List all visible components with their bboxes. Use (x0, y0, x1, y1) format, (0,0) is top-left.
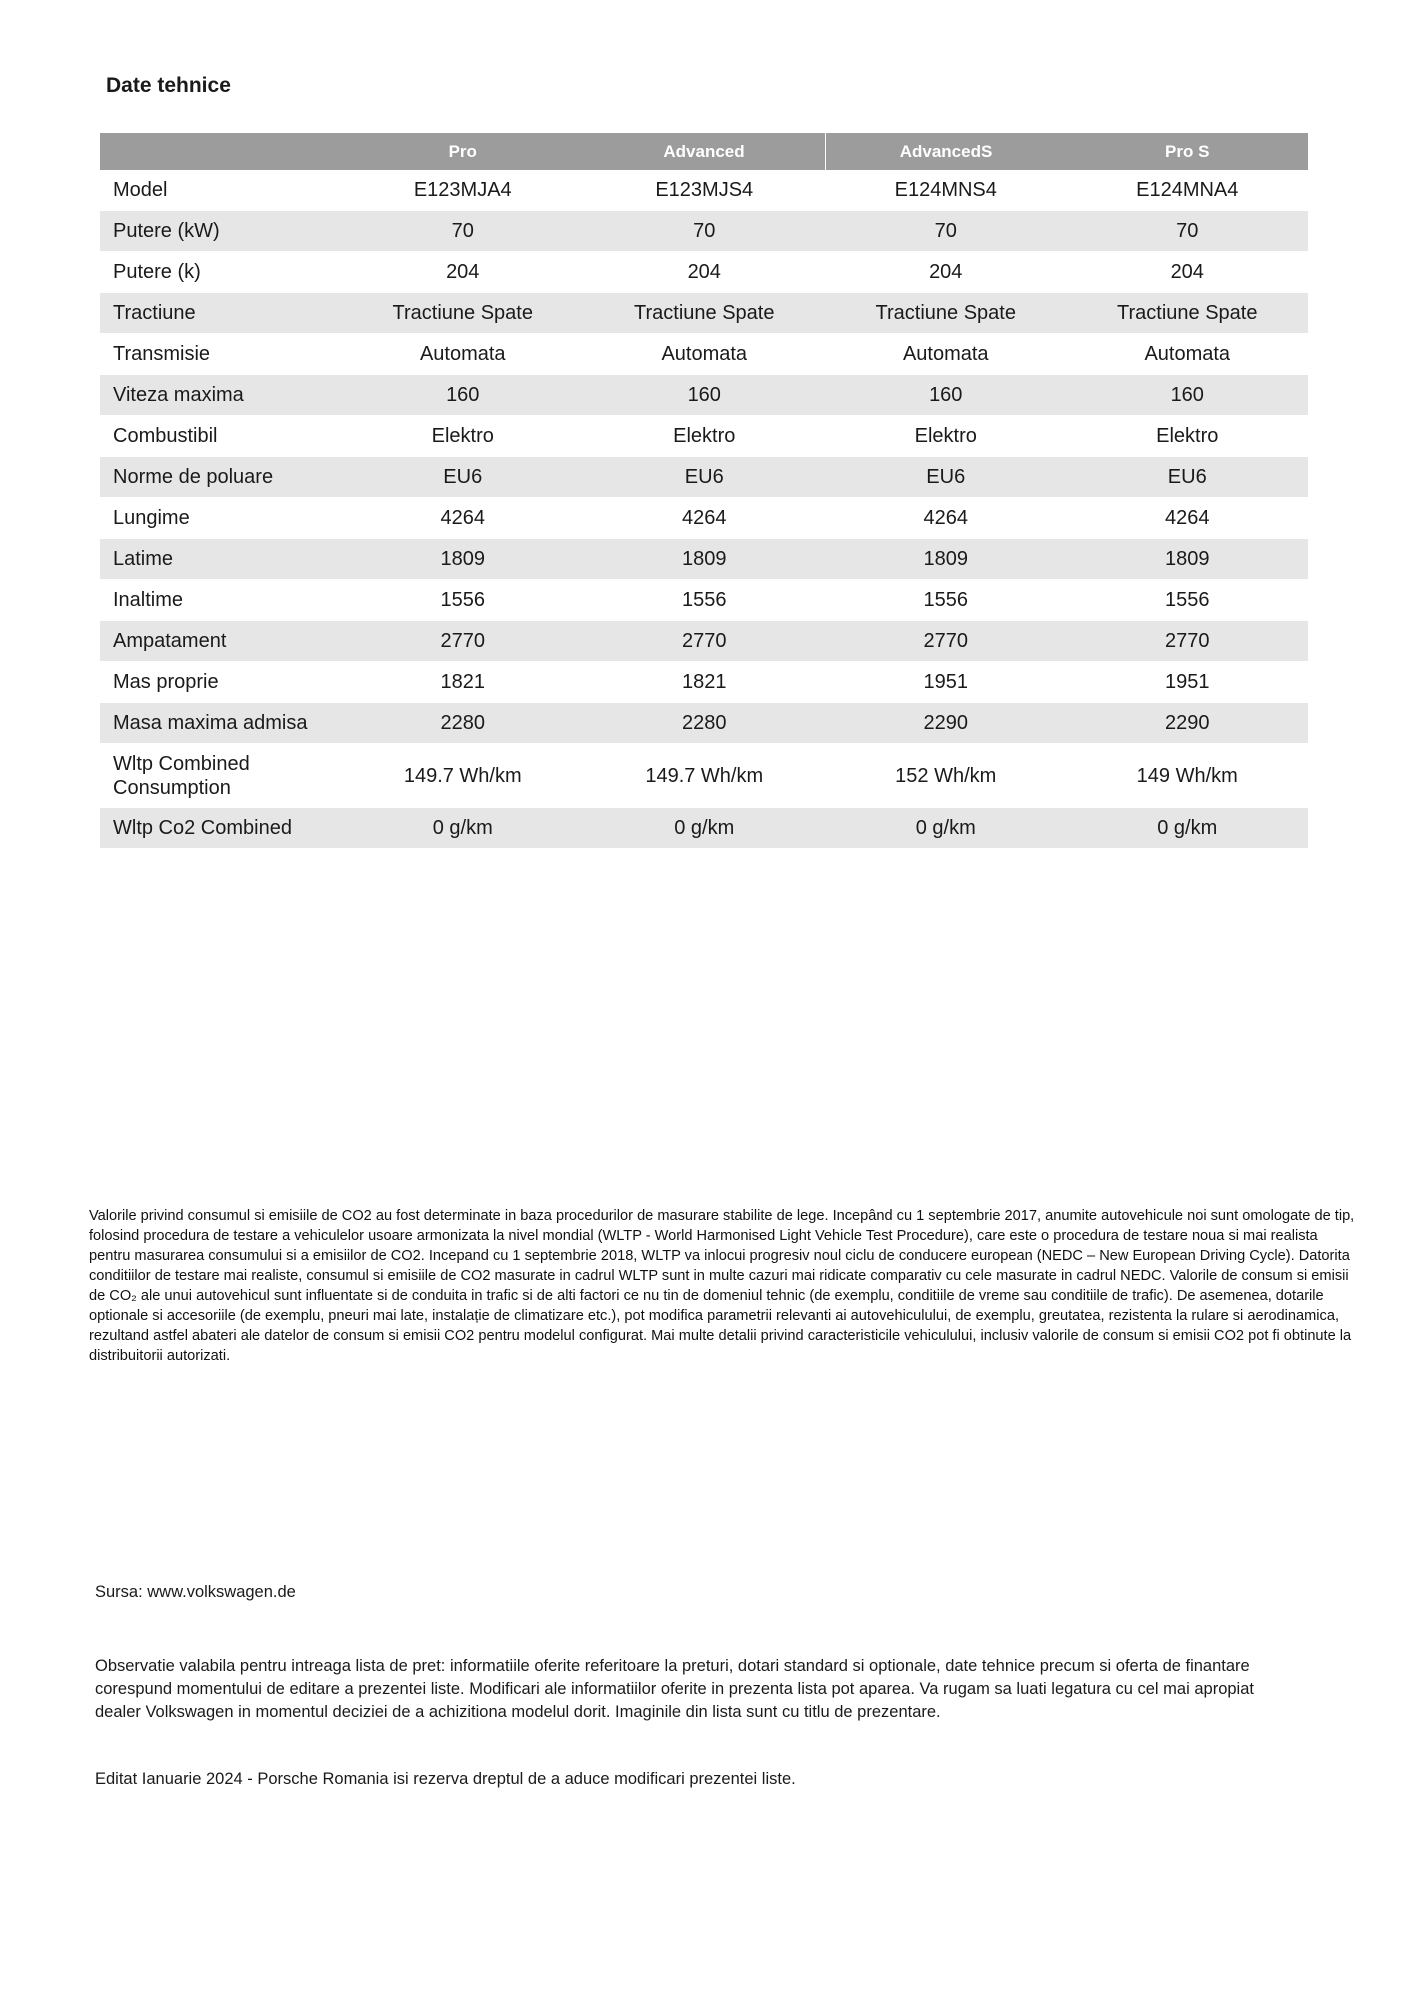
table-cell: 2290 (825, 703, 1067, 744)
table-cell: 4264 (342, 498, 584, 539)
table-cell: 160 (825, 375, 1067, 416)
table-cell: 4264 (584, 498, 826, 539)
table-row (100, 580, 1308, 621)
table-cell: 70 (342, 211, 584, 252)
column-header-pro: Pro (342, 133, 584, 170)
table-cell: 4264 (825, 498, 1067, 539)
table-cell: 4264 (1067, 498, 1309, 539)
table-cell: 1809 (342, 539, 584, 580)
row-label: Combustibil (100, 416, 342, 457)
edited-note: Editat Ianuarie 2024 - Porsche Romania isi rezerva dreptul de a aduce modificari prezentei liste. (95, 1770, 796, 1788)
table-cell: Tractiune Spate (1067, 293, 1309, 334)
row-label: Putere (k) (100, 252, 342, 293)
table-row (100, 498, 1308, 539)
table-row (100, 293, 1308, 334)
table-cell: Automata (584, 334, 826, 375)
table-cell: 1951 (1067, 662, 1309, 703)
row-label: Ampatament (100, 621, 342, 662)
table-cell: 1556 (342, 580, 584, 621)
table-cell: 0 g/km (342, 808, 584, 849)
table-cell: E124MNA4 (1067, 170, 1309, 211)
table-row (100, 808, 1308, 849)
table-cell: 149.7 Wh/km (584, 744, 826, 808)
table-cell: 0 g/km (825, 808, 1067, 849)
table-cell: 152 Wh/km (825, 744, 1067, 808)
table-cell: Tractiune Spate (342, 293, 584, 334)
table-header-row (100, 133, 1308, 170)
row-label: Wltp Combined Consumption (100, 744, 342, 808)
specs-table (100, 133, 1308, 849)
row-label: Norme de poluare (100, 457, 342, 498)
table-cell: EU6 (584, 457, 826, 498)
page-title: Date tehnice (106, 74, 231, 97)
row-label: Latime (100, 539, 342, 580)
table-cell: 0 g/km (584, 808, 826, 849)
table-cell: 204 (1067, 252, 1309, 293)
disclaimer-text: Valorile privind consumul si emisiile de CO2 au fost determinate in baza procedurilor de masurare stabilite de lege. Incepând cu 1 septembrie 2017, anumite autovehicule noi sunt omologate de tip, folosind procedura de testare a vehiculelor usoare armonizata la nivel mondial (WLTP - World Harmonised Light Vehicle Test Procedure), care este o procedura de testare noua si mai realista pentru masurarea consumului si a emisiilor de CO2. Incepand cu 1 septembrie 2018, WLTP va inlocui progresiv noul ciclu de conducere european (NEDC – New European Driving Cycle). Datorita conditiilor de testare mai realiste, consumul si emisiile de CO2 masurate in cadrul WLTP sunt in multe cazuri mai ridicate comparativ cu cele masurate in cadrul NEDC. Valorile de consum si emisii de CO₂ ale unui autovehicul sunt influentate si de conduita in trafic si de alti factori ce nu tin de domeniul tehnic (de exemplu, conditiile de vreme sau conditiile de trafic). De asemenea, dotarile optionale si accesoriile (de exemplu, pneuri mai late, instalație de climatizare etc.), pot modifica parametrii relevanti ai autovehiculului, de exemplu, greutatea, rezistenta la rulare si aerodinamica, rezultand astfel abateri ale datelor de consum si emisii CO2 pentru modelul configurat. Mai multe detalii privind caracteristicile vehiculului, inclusiv valorile de consum si emisii CO2 pot fi obtinute la distribuitorii autorizati. (89, 1208, 1355, 1364)
table-cell: EU6 (1067, 457, 1309, 498)
table-cell: 204 (584, 252, 826, 293)
table-row (100, 621, 1308, 662)
table-cell: Elektro (584, 416, 826, 457)
table-cell: 1821 (342, 662, 584, 703)
table-cell: Automata (1067, 334, 1309, 375)
table-cell: 2770 (342, 621, 584, 662)
table-cell: Elektro (1067, 416, 1309, 457)
row-label: Viteza maxima (100, 375, 342, 416)
table-cell: 2770 (1067, 621, 1309, 662)
row-label: Inaltime (100, 580, 342, 621)
table-cell: 2280 (584, 703, 826, 744)
row-label: Masa maxima admisa (100, 703, 342, 744)
table-row (100, 662, 1308, 703)
column-header-pro-s: Pro S (1067, 133, 1309, 170)
table-cell: 160 (342, 375, 584, 416)
table-cell: Automata (825, 334, 1067, 375)
table-cell: Elektro (342, 416, 584, 457)
table-row (100, 703, 1308, 744)
table-row (100, 744, 1308, 808)
table-cell: E123MJA4 (342, 170, 584, 211)
table-cell: 149 Wh/km (1067, 744, 1309, 808)
table-cell: 160 (584, 375, 826, 416)
table-cell: 204 (825, 252, 1067, 293)
row-label: Tractiune (100, 293, 342, 334)
table-cell: Tractiune Spate (825, 293, 1067, 334)
row-label: Putere (kW) (100, 211, 342, 252)
table-cell: 1809 (825, 539, 1067, 580)
table-cell: 70 (1067, 211, 1309, 252)
table-cell: 1809 (584, 539, 826, 580)
table-cell: 0 g/km (1067, 808, 1309, 849)
table-cell: E124MNS4 (825, 170, 1067, 211)
table-cell: 2770 (584, 621, 826, 662)
table-cell: 1951 (825, 662, 1067, 703)
table-row (100, 539, 1308, 580)
table-row (100, 375, 1308, 416)
table-cell: 1821 (584, 662, 826, 703)
table-cell: 70 (825, 211, 1067, 252)
table-cell: 1556 (1067, 580, 1309, 621)
table-row (100, 457, 1308, 498)
table-cell: 1809 (1067, 539, 1309, 580)
table-cell: Automata (342, 334, 584, 375)
table-row (100, 334, 1308, 375)
column-header-advanceds: AdvancedS (825, 133, 1067, 170)
table-row (100, 170, 1308, 211)
table-cell: Tractiune Spate (584, 293, 826, 334)
table-cell: 1556 (825, 580, 1067, 621)
table-row (100, 416, 1308, 457)
table-row (100, 211, 1308, 252)
source-text: Sursa: www.volkswagen.de (95, 1583, 296, 1601)
table-cell: 2770 (825, 621, 1067, 662)
row-label: Wltp Co2 Combined (100, 808, 342, 849)
row-label: Model (100, 170, 342, 211)
table-cell: 1556 (584, 580, 826, 621)
table-cell: E123MJS4 (584, 170, 826, 211)
row-label: Transmisie (100, 334, 342, 375)
table-cell: 149.7 Wh/km (342, 744, 584, 808)
price-list-note: Observatie valabila pentru intreaga lista de pret: informatiile oferite referitoare la preturi, dotari standard si optionale, date tehnice precum si oferta de finantare corespund momentului de editare a prezentei liste. Modificari ale informatiilor oferite in prezenta lista pot aparea. Va rugam sa luati legatura cu cel mai apropiat dealer Volkswagen in momentul deciziei de a achizitiona modelul dorit. Imaginile din lista sunt cu titlu de prezentare. (95, 1657, 1254, 1721)
table-cell: 2280 (342, 703, 584, 744)
row-label: Mas proprie (100, 662, 342, 703)
table-row (100, 252, 1308, 293)
column-header-empty (100, 133, 342, 170)
table-cell: 2290 (1067, 703, 1309, 744)
table-cell: 160 (1067, 375, 1309, 416)
table-cell: Elektro (825, 416, 1067, 457)
table-cell: 204 (342, 252, 584, 293)
column-header-advanced: Advanced (584, 133, 826, 170)
row-label: Lungime (100, 498, 342, 539)
table-cell: EU6 (825, 457, 1067, 498)
table-cell: EU6 (342, 457, 584, 498)
table-cell: 70 (584, 211, 826, 252)
